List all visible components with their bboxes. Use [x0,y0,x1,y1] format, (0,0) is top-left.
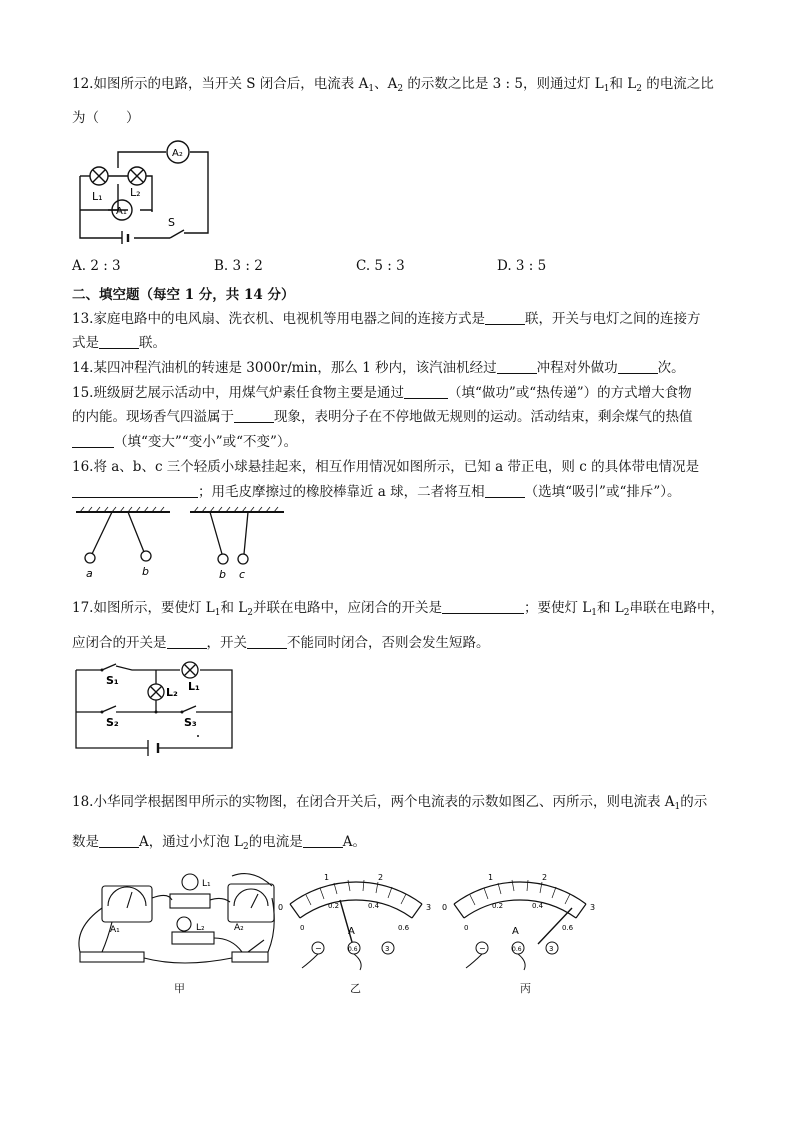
q18-text: 数是 [72,834,99,850]
switch-s3-label: S₃ [184,716,197,729]
q16-text: （选填“吸引”或“排斥”）。 [524,484,681,500]
sub: 2 [397,84,404,94]
q13-line1 [72,307,700,327]
switch-s1-label: S₁ [106,674,119,687]
answer-blank[interactable] [485,310,525,325]
q17-text: 并联在电路中，应闭合的开关是 [252,600,442,616]
q16-line1: 16.将 a、b、c 三个轻质小球悬挂起来，相互作用情况如图所示，已知 a 带正电，则 c 的具体带电情况是 [72,459,700,475]
switch-s2-label: S₂ [106,716,119,729]
q18-text: 的示 [680,794,708,810]
answer-blank[interactable] [247,634,287,649]
q18-text: A。 [342,834,366,850]
lamp-l2-label: L₂ [166,686,178,699]
terminal-label: − [479,944,486,953]
q18-text: A，通过小灯泡 L [139,834,244,850]
scale-label: 0.2 [492,902,504,910]
q18-physical-circuit-figure [72,868,278,972]
scale-label: 3 [590,903,596,912]
scale-label: 0 [300,924,305,932]
q13-text: 联。 [139,335,166,351]
q12-text: 和 L [609,76,637,92]
scale-label: 2 [378,873,384,882]
q17-text: ，开关 [206,635,247,651]
terminal-label: 0.6 [512,946,522,953]
answer-blank[interactable] [234,408,274,423]
q15-text: 现象，表明分子在不停地做无规则的运动。活动结束，剩余煤气的热值 [274,409,693,425]
caption-yi: 乙 [350,982,361,995]
sub: 1 [603,84,610,94]
ball-c-label: c [239,568,246,581]
q14-line [72,356,685,376]
terminal-label: 3 [385,945,390,953]
q17-circuit-figure [72,660,236,758]
answer-blank[interactable] [303,833,343,848]
q18-line2 [72,830,366,852]
answer-blank[interactable] [99,833,139,848]
ammeter-a1-label: A₁ [110,925,120,935]
answer-blank[interactable] [72,433,114,448]
q14-text: 冲程对外做功 [536,360,618,376]
lamp-l2-label: L₂ [130,186,141,199]
scale-label: 0 [278,903,284,912]
sub: 1 [591,608,597,618]
q14-text: 次。 [657,360,685,376]
q17-text: 和 L [220,600,248,616]
q17-text: 17.如图所示，要使灯 L [72,600,215,616]
caption-jia: 甲 [174,982,185,995]
q17-text: ；要使灯 L [523,600,592,616]
q12-option-c: C. 5 : 3 [356,258,405,274]
q16-charged-balls-figure [72,506,288,582]
scale-label: 1 [488,873,494,882]
q15-text: 15.班级厨艺展示活动中，用煤气炉素任食物主要是通过 [72,385,404,401]
q13-text: 式是 [72,335,99,351]
lamp-l1-label: L₁ [92,190,103,203]
scale-label: 3 [426,903,432,912]
q15-line2 [72,405,693,425]
q12-line2: 为（ ） [72,110,140,126]
ammeter-a1-label: A₁ [116,206,127,217]
caption-bing: 丙 [520,982,531,995]
sub: 1 [368,84,375,94]
q17-line1 [72,596,724,618]
answer-blank[interactable] [485,483,525,498]
section-title: 二、填空题（每空 1 分，共 14 分） [72,287,295,303]
scale-label: 0.6 [562,924,574,932]
switch-s-label: S [168,216,175,229]
answer-blank[interactable] [167,634,207,649]
sub: 1 [674,802,681,812]
q17-text: 串联在电路中， [629,600,724,616]
q18-ammeter-yi-figure [276,868,436,972]
sub: 2 [636,84,642,94]
unit-label: A [512,926,519,937]
q12-text: 、A [374,76,398,92]
q12-text: 的示数之比是 3 : 5，则通过灯 L [403,76,604,92]
sub: 2 [243,842,249,852]
q17-text: 不能同时闭合，否则会发生短路。 [287,635,490,651]
scale-label: 0.4 [532,902,544,910]
q15-text: （填“变大”“变小”或“不变”）。 [114,434,298,450]
q17-text: 和 L [596,600,624,616]
answer-blank[interactable] [99,334,139,349]
terminal-label: − [315,944,322,953]
q12-circuit-figure [72,138,212,244]
q14-text: 14.某四冲程汽油机的转速是 3000r/min，那么 1 秒内，该汽油机经过 [72,360,497,376]
scale-label: 1 [324,873,330,882]
q13-text: 联，开关与电灯之间的连接方 [524,311,701,327]
scale-label: 0 [464,924,469,932]
ammeter-a2-label: A₂ [234,923,244,933]
q16-line2 [72,480,681,500]
unit-label: A [348,926,355,937]
q13-text: 13.家庭电路中的电风扇、洗衣机、电视机等用电器之间的连接方式是 [72,311,485,327]
scale-label: 2 [542,873,548,882]
lamp-l1-label: L₁ [202,879,211,889]
q12-option-b: B. 3 : 2 [214,258,263,274]
q18-text: 的电流是 [248,834,303,850]
scale-label: 0.6 [398,924,410,932]
sub: 2 [623,608,630,618]
answer-blank[interactable] [497,359,537,374]
lamp-l2-label: L₂ [196,923,205,933]
q15-line1 [72,381,692,401]
q18-line1 [72,790,707,812]
q17-line2 [72,631,490,651]
q12-text: 12.如图所示的电路，当开关 S 闭合后，电流表 A [72,76,369,92]
scale-label: 0.4 [368,902,380,910]
q15-line3 [72,430,297,450]
scale-label: 0 [442,903,448,912]
scale-label: 0.2 [328,902,340,910]
answer-blank[interactable] [442,599,524,614]
ammeter-a2-label: A₂ [172,148,183,159]
q13-line2 [72,331,166,351]
q18-ammeter-bing-figure [440,868,600,972]
q16-text: ；用毛皮摩擦过的橡胶棒靠近 a 球，二者将互相 [198,484,485,500]
ball-a-label: a [86,567,93,580]
q17-text: 应闭合的开关是 [72,635,167,651]
answer-blank[interactable] [72,483,198,498]
ball-b-label: b [219,568,226,581]
q12-text: 的电流之比 [641,76,714,92]
ball-b-label: b [142,565,149,578]
lamp-l1-label: L₁ [188,680,200,693]
q15-text: （填“做功”或“热传递”）的方式增大食物 [447,385,692,401]
terminal-label: 3 [549,945,554,953]
answer-blank[interactable] [618,359,658,374]
terminal-label: 0.6 [348,946,358,953]
q18-text: 18.小华同学根据图甲所示的实物图，在闭合开关后，两个电流表的示数如图乙、丙所示，则电流表 A [72,794,675,810]
q12-option-d: D. 3 : 5 [497,258,547,274]
answer-blank[interactable] [404,384,448,399]
q12-option-a: A. 2 : 3 [72,258,121,274]
sub: 1 [214,608,221,618]
sub: 2 [247,608,253,618]
q15-text: 的内能。现场香气四溢属于 [72,409,234,425]
q12-line1 [72,72,714,94]
